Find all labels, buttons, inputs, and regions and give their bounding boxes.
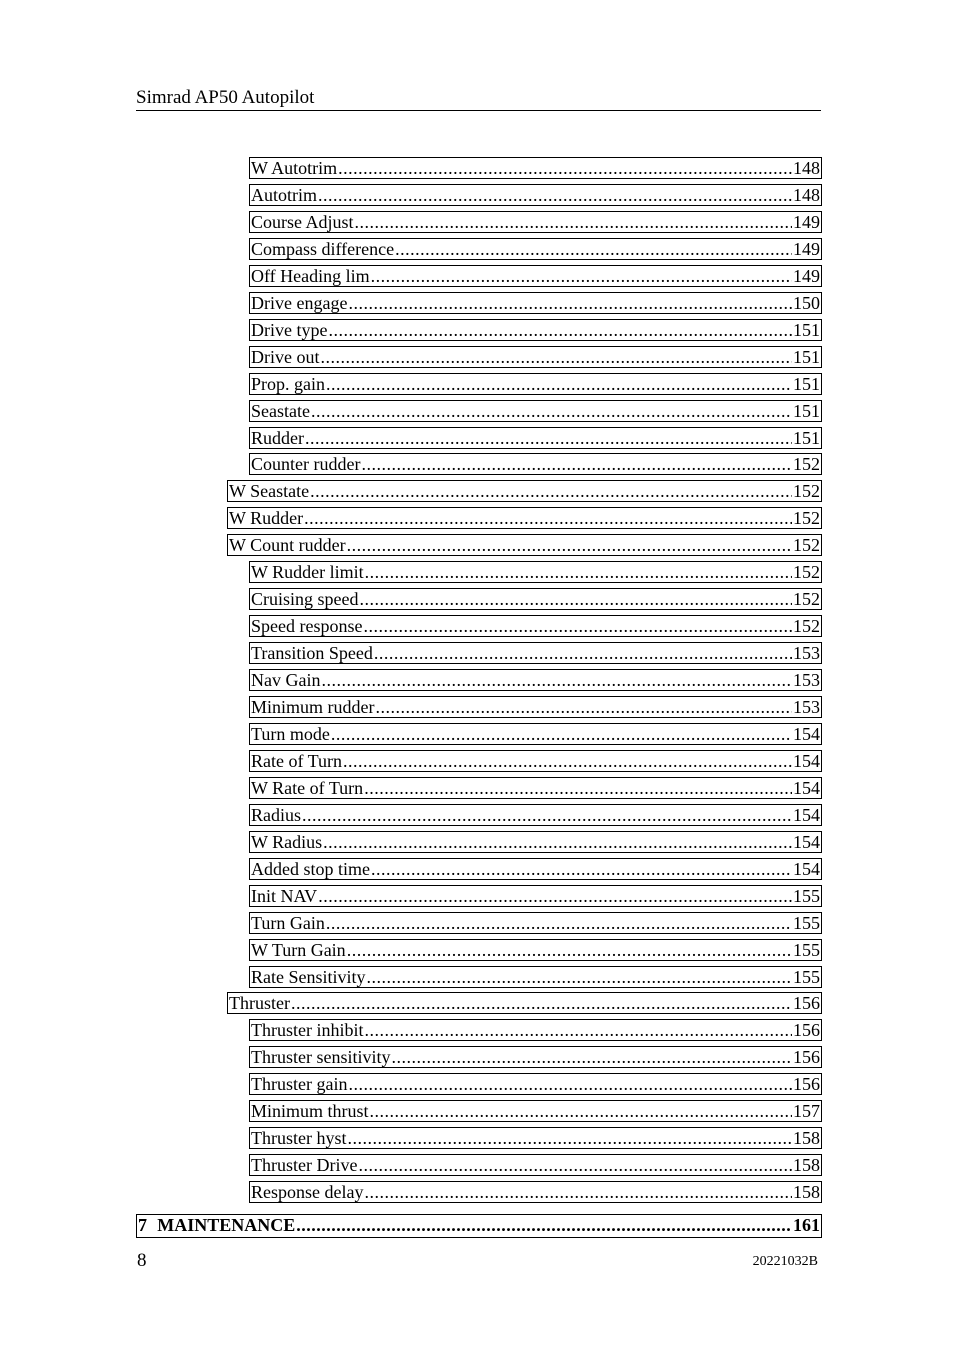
toc-entry-page: 156 [793, 1047, 820, 1068]
dot-leader [395, 239, 792, 259]
toc-entry-page: 151 [793, 427, 820, 448]
dot-leader [310, 481, 792, 501]
toc-entry-label: Autotrim [251, 184, 317, 205]
chapter-page: 161 [793, 1215, 820, 1235]
dot-leader [311, 401, 792, 421]
dot-leader [343, 751, 792, 771]
toc-entry-page: 153 [793, 643, 820, 664]
toc-entry[interactable] [249, 966, 822, 988]
dot-leader [348, 293, 792, 313]
dot-leader [296, 1215, 792, 1236]
toc-entry-label: Drive engage [251, 292, 348, 313]
toc-entry-label: W Autotrim [251, 158, 338, 178]
toc-entry-label: Turn mode [251, 723, 330, 744]
toc-entry[interactable] [249, 885, 822, 907]
toc-entry-label: Prop. gain [251, 373, 325, 394]
toc-entry-page: 156 [793, 993, 820, 1014]
toc-entry[interactable] [249, 777, 822, 799]
page-header [136, 86, 821, 111]
dot-leader [361, 454, 792, 474]
toc-entry-label: Off Heading lim [251, 265, 370, 286]
toc-entry-label: Minimum rudder [251, 697, 375, 717]
toc-entry-page: 151 [793, 346, 820, 367]
toc-entry[interactable] [227, 507, 822, 529]
toc-entry[interactable] [249, 265, 822, 287]
chapter-number: 7 [138, 1215, 147, 1235]
toc-entry-page: 156 [793, 1020, 820, 1041]
toc-entry-page: 149 [793, 238, 820, 259]
toc-entry-page: 152 [793, 454, 820, 475]
dot-leader [364, 1182, 792, 1202]
dot-leader [355, 212, 792, 232]
toc-entry-page: 149 [793, 211, 820, 232]
dot-leader [318, 886, 792, 906]
toc-entry-page: 152 [793, 481, 820, 502]
toc-entry-page: 158 [793, 1182, 820, 1203]
dot-leader [331, 724, 792, 744]
toc-entry[interactable] [249, 939, 822, 961]
dot-leader [321, 670, 792, 690]
dot-leader [364, 778, 792, 798]
header-title: Simrad AP50 Autopilot [136, 87, 315, 108]
toc-entry-label: W Seastate [229, 481, 310, 502]
toc-entry[interactable] [249, 157, 822, 179]
dot-leader [326, 374, 792, 394]
toc-entry-page: 155 [793, 966, 820, 987]
toc-entry[interactable] [249, 238, 822, 260]
toc-entry-page: 151 [793, 400, 820, 421]
toc-entry[interactable] [249, 346, 822, 368]
toc-entry-label: Speed response [251, 616, 363, 637]
dot-leader [318, 185, 792, 205]
toc-entry-label: W Rate of Turn [251, 777, 364, 798]
toc-entry-label: Thruster [229, 993, 290, 1014]
toc-entry[interactable] [249, 1181, 822, 1203]
toc-entry-page: 150 [793, 292, 820, 313]
toc-entry-label: W Turn Gain [251, 939, 346, 960]
dot-leader [358, 1155, 792, 1175]
toc-entry[interactable] [249, 750, 822, 772]
toc-entry[interactable] [249, 1046, 822, 1068]
toc-entry[interactable] [249, 588, 822, 610]
toc-entry-page: 151 [793, 373, 820, 394]
toc-entry[interactable] [249, 211, 822, 233]
toc-entry-label: Drive type [251, 319, 328, 340]
dot-leader [302, 805, 792, 825]
toc-entry[interactable] [227, 992, 822, 1014]
toc-entry[interactable] [249, 373, 822, 395]
toc-entry[interactable] [249, 723, 822, 745]
toc-entry-page: 152 [793, 508, 820, 529]
toc-entry-page: 156 [793, 1074, 820, 1095]
dot-leader [374, 643, 792, 663]
toc-entry[interactable] [249, 696, 822, 718]
toc-entry[interactable] [249, 319, 822, 341]
toc-entry-label: W Count rudder [229, 535, 346, 556]
dot-leader [305, 428, 792, 448]
dot-leader [348, 1074, 792, 1094]
dot-leader [338, 158, 792, 178]
toc-entry-label: W Rudder [229, 508, 304, 529]
toc-entry-page: 153 [793, 670, 820, 691]
toc-chapter-maintenance[interactable] [136, 1214, 822, 1238]
toc-entry-page: 152 [793, 616, 820, 637]
dot-leader [347, 535, 792, 555]
toc-entry[interactable] [249, 642, 822, 664]
toc-entry-page: 155 [793, 939, 820, 960]
toc-entry-label: Turn Gain [251, 912, 325, 933]
dot-leader [347, 940, 792, 960]
dot-leader [326, 913, 792, 933]
toc-entry-label: Radius [251, 804, 302, 825]
toc-entry-page: 152 [793, 589, 820, 610]
toc-entry-page: 155 [793, 912, 820, 933]
toc-entry-page: 154 [793, 804, 820, 825]
toc-entry-label: Thruster sensitivity [251, 1047, 391, 1068]
toc-entry-label: Thruster hyst [251, 1128, 347, 1149]
toc-entry-page: 152 [793, 562, 820, 583]
dot-leader [370, 1101, 792, 1121]
footer-doc-number: 20221032B [752, 1254, 818, 1269]
toc-entry-label: Thruster inhibit [251, 1020, 364, 1041]
toc-entry[interactable] [227, 534, 822, 556]
dot-leader [371, 266, 792, 286]
toc-entry-label: Added stop time [251, 858, 370, 879]
toc-entry-label: Rudder [251, 427, 304, 448]
dot-leader [347, 1128, 792, 1148]
toc-entry-page: 157 [793, 1101, 820, 1122]
toc-entry-label: Response delay [251, 1182, 364, 1203]
dot-leader [360, 589, 793, 609]
toc-entry-label: Minimum thrust [251, 1101, 369, 1122]
toc-entry[interactable] [249, 1073, 822, 1095]
toc-entry-label: Rate of Turn [251, 750, 343, 771]
toc-entry-page: 154 [793, 777, 820, 798]
dot-leader [291, 993, 792, 1013]
toc-entry-page: 158 [793, 1155, 820, 1176]
toc-entry-page: 155 [793, 885, 820, 906]
toc-entry[interactable] [249, 1019, 822, 1041]
toc-entry-page: 151 [793, 319, 820, 340]
toc-entry-label: Init NAV [251, 885, 318, 906]
toc-entry-label: Thruster gain [251, 1074, 348, 1095]
dot-leader [367, 967, 793, 987]
toc-entry[interactable] [249, 292, 822, 314]
toc-entry[interactable] [249, 831, 822, 853]
toc-entry[interactable] [249, 1100, 822, 1122]
toc-entry[interactable] [249, 184, 822, 206]
toc-entry-page: 158 [793, 1128, 820, 1149]
toc-entry[interactable] [249, 561, 822, 583]
footer-page-number: 8 [137, 1250, 147, 1271]
toc-entry-label: W Rudder limit [251, 562, 364, 583]
toc-entry-label: Cruising speed [251, 589, 359, 610]
toc-entry[interactable] [249, 804, 822, 826]
toc-entry-page: 152 [793, 535, 820, 556]
toc-entry[interactable] [249, 669, 822, 691]
toc-entry-label: Course Adjust [251, 211, 354, 232]
toc-entry-page: 154 [793, 831, 820, 852]
chapter-title: MAINTENANCE [157, 1215, 296, 1235]
toc-entry-label: Compass difference [251, 238, 395, 259]
toc-entry-page: 148 [793, 158, 820, 178]
dot-leader [328, 320, 792, 340]
dot-leader [304, 508, 792, 528]
toc-entry[interactable] [249, 453, 822, 475]
toc-entry[interactable] [249, 427, 822, 449]
toc-entry-page: 153 [793, 697, 820, 717]
dot-leader [376, 697, 793, 717]
toc-entry-label: Transition Speed [251, 643, 373, 664]
toc-entry[interactable] [249, 615, 822, 637]
dot-leader [371, 859, 792, 879]
toc-entry[interactable] [249, 912, 822, 934]
dot-leader [391, 1047, 792, 1067]
toc-entry-page: 154 [793, 723, 820, 744]
toc-entry[interactable] [249, 1127, 822, 1149]
toc-entry-label: Seastate [251, 400, 310, 421]
toc-entry-label: W Radius [251, 831, 323, 852]
toc-entry-label: Counter rudder [251, 454, 361, 475]
toc-entry[interactable] [249, 400, 822, 422]
dot-leader [323, 832, 792, 852]
toc-entry-page: 148 [793, 184, 820, 205]
toc-entry[interactable] [249, 858, 822, 880]
dot-leader [364, 1020, 792, 1040]
dot-leader [365, 562, 792, 582]
toc-entry-page: 154 [793, 750, 820, 771]
toc-entry[interactable] [249, 1154, 822, 1176]
dot-leader [320, 347, 792, 367]
toc-entry-page: 154 [793, 858, 820, 879]
toc-entry-label: Rate Sensitivity [251, 966, 366, 987]
toc-entry-page: 149 [793, 265, 820, 286]
toc-entry-label: Thruster Drive [251, 1155, 358, 1176]
toc-entry[interactable] [227, 480, 822, 502]
dot-leader [363, 616, 792, 636]
toc-entry-label: Nav Gain [251, 670, 321, 691]
toc-entry-label: Drive out [251, 346, 320, 367]
